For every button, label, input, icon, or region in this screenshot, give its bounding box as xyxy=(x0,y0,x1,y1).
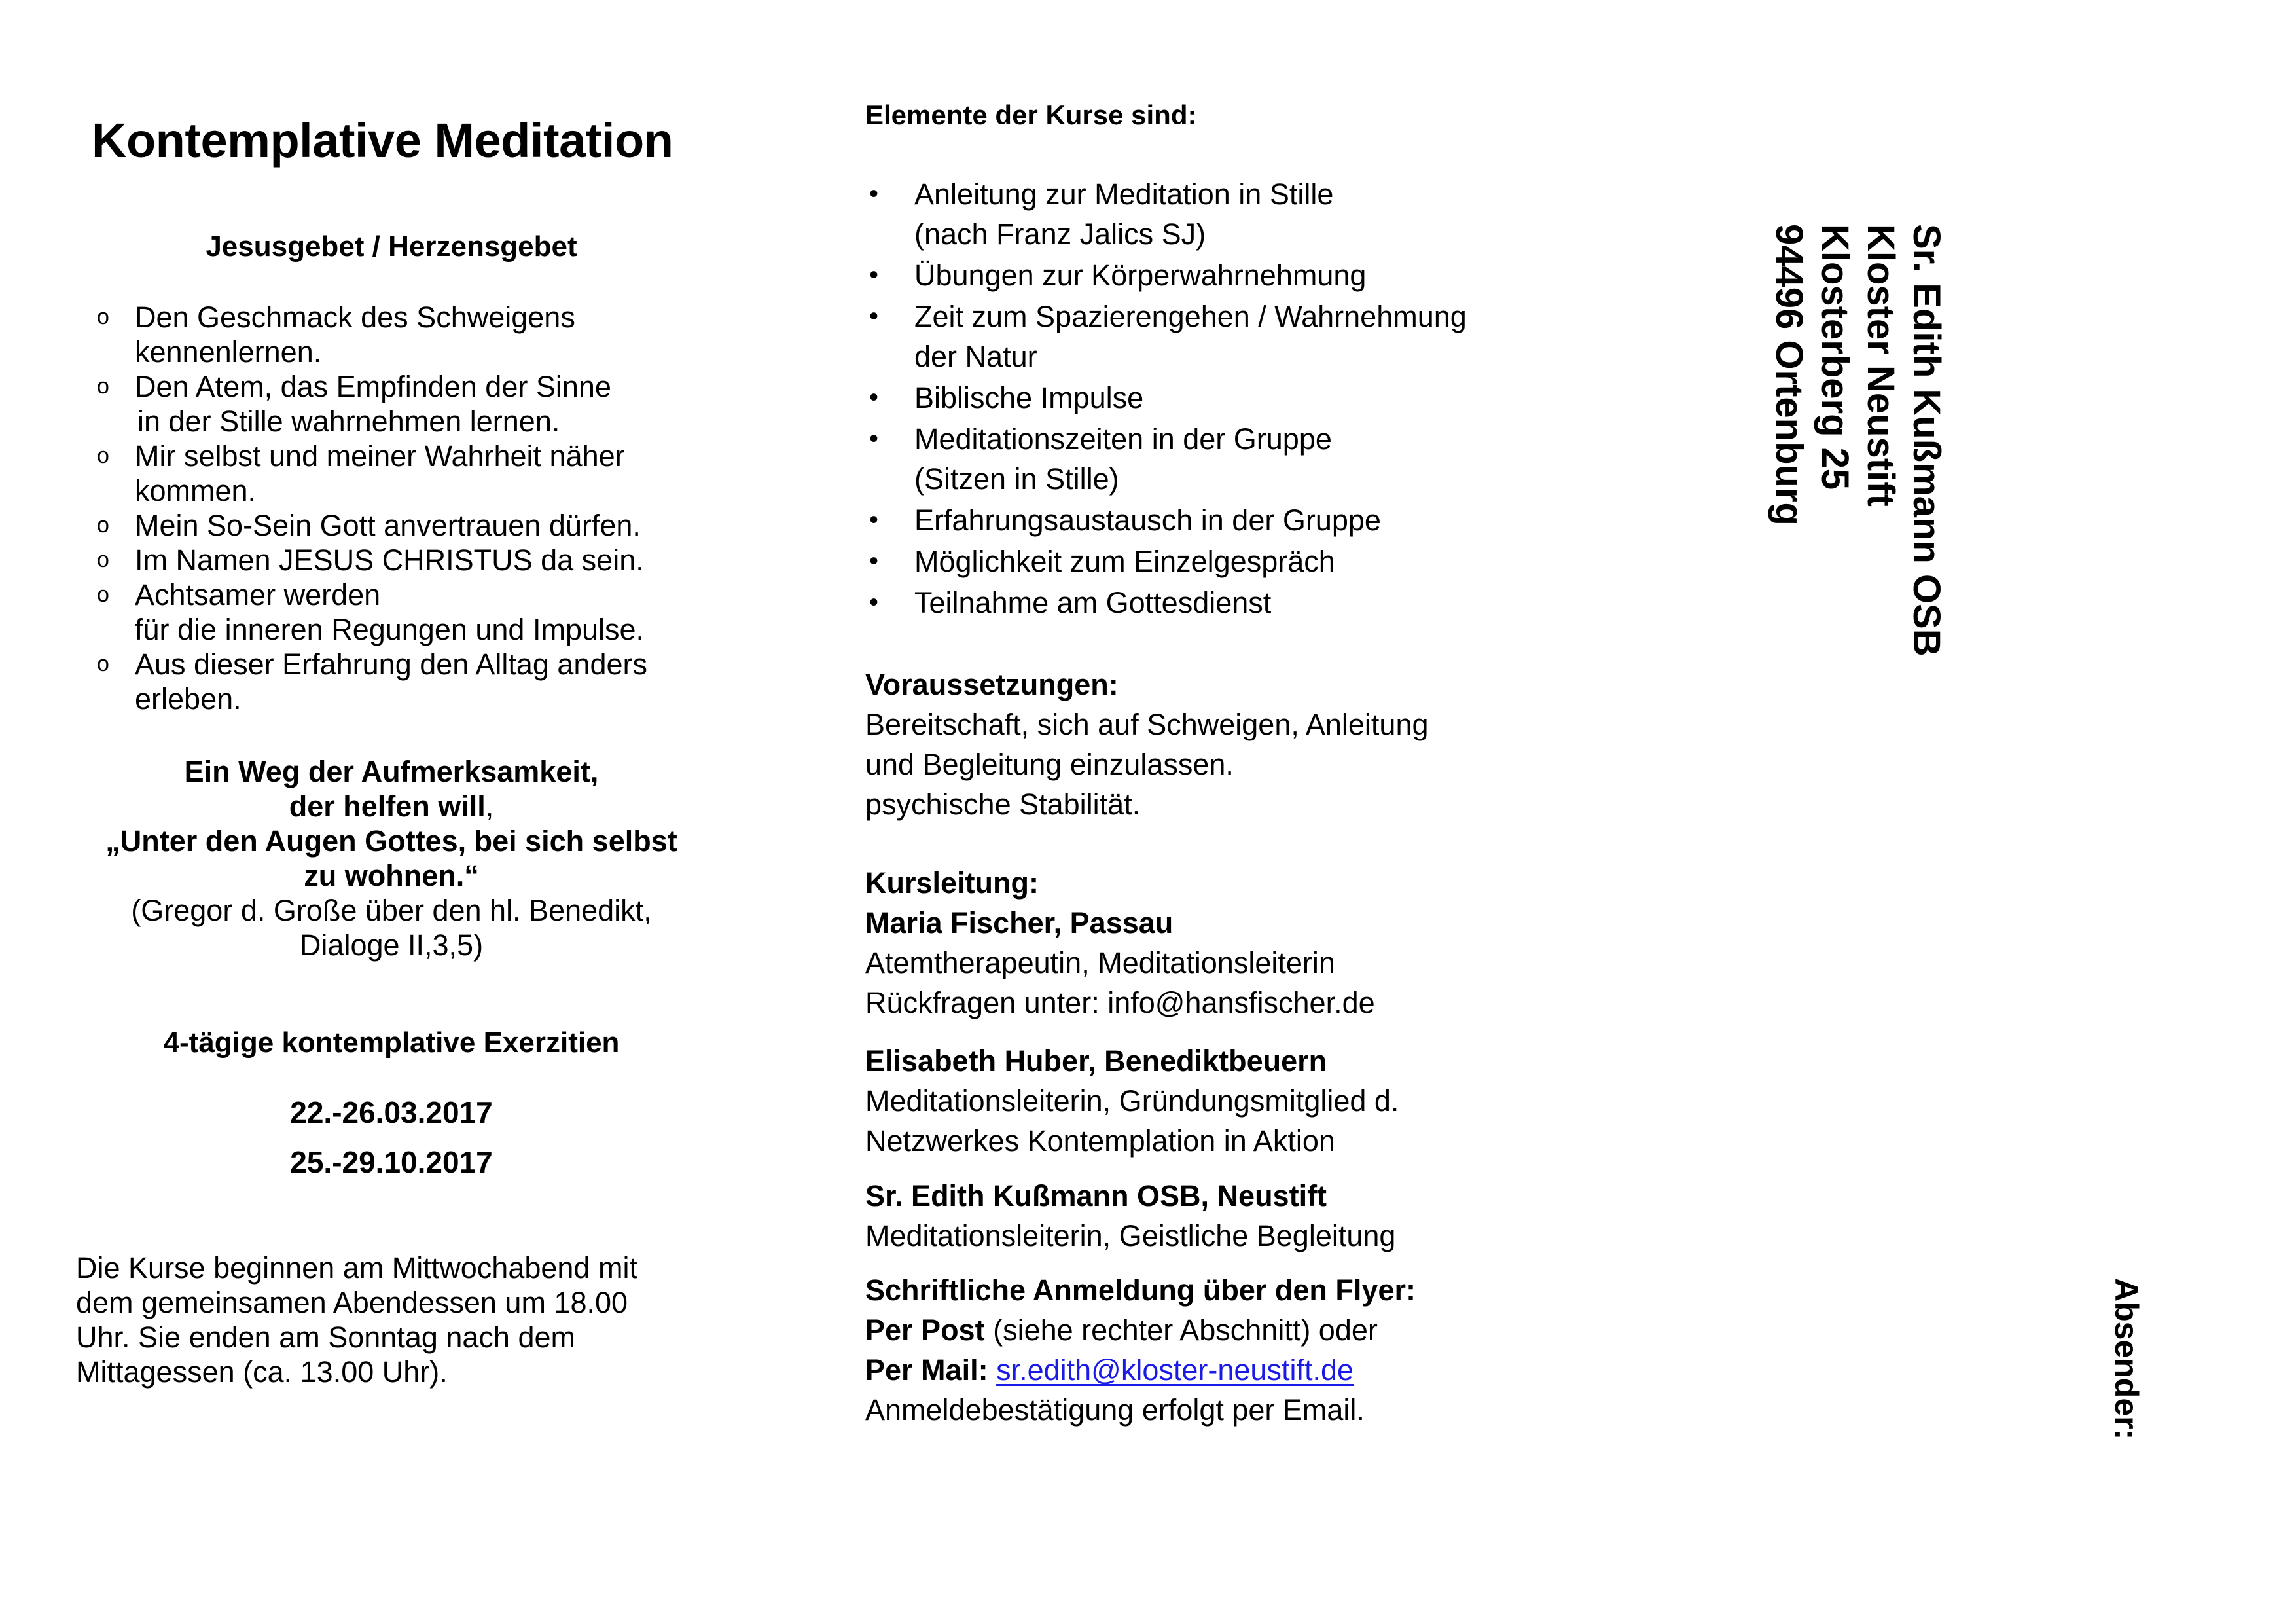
list-item-text: erleben. xyxy=(135,682,242,716)
quote-line: „Unter den Augen Gottes, bei sich selbst xyxy=(105,824,677,858)
circle-bullet-icon: o xyxy=(97,304,109,329)
quote-line xyxy=(77,789,706,824)
post-text: (siehe rechter Abschnitt) oder xyxy=(984,1313,1378,1347)
list-item-text: für die inneren Regungen und Impulse. xyxy=(135,613,645,646)
recipient-address xyxy=(1759,224,1949,682)
circle-bullet-icon: o xyxy=(97,582,109,607)
requirements-heading: Voraussetzungen: xyxy=(865,668,1119,701)
registration-mail xyxy=(865,1350,1533,1390)
address-text xyxy=(1766,224,1949,657)
leader-role: Meditationsleiterin, Gründungsmitglied d. xyxy=(865,1084,1399,1118)
post-label: Per Post xyxy=(865,1313,985,1347)
list-item xyxy=(97,508,712,543)
list-item-text: kennenlernen. xyxy=(135,335,322,369)
requirements-line: Bereitschaft, sich auf Schweigen, Anleitung xyxy=(865,708,1429,741)
dot-bullet-icon: • xyxy=(869,179,879,208)
list-item-text: Aus dieser Erfahrung den Alltag anders xyxy=(135,647,647,681)
list-item xyxy=(97,647,712,716)
quote-text: der helfen will xyxy=(289,790,486,823)
list-item-text: Mein So-Sein Gott anvertrauen dürfen. xyxy=(135,509,641,542)
dot-bullet-icon: • xyxy=(869,588,879,617)
leader-role: Meditationsleiterin, Geistliche Begleitung xyxy=(865,1219,1396,1252)
list-item-text: Anleitung zur Meditation in Stille xyxy=(914,177,1334,211)
info-line: dem gemeinsamen Abendessen um 18.00 xyxy=(76,1286,628,1319)
list-item-text: (nach Franz Jalics SJ) xyxy=(914,217,1206,251)
list-item-text: Den Atem, das Empfinden der Sinne xyxy=(135,370,611,403)
list-item xyxy=(97,543,712,577)
list-item-text: Zeit zum Spazierengehen / Wahrnehmung xyxy=(914,300,1467,333)
course-times-info xyxy=(76,1250,704,1389)
mail-label: Per Mail: xyxy=(865,1353,988,1387)
list-item xyxy=(97,439,712,508)
leader-name: Maria Fischer, Passau xyxy=(865,906,1174,939)
list-item xyxy=(97,577,712,647)
list-item-text: Meditationszeiten in der Gruppe xyxy=(914,422,1332,456)
list-item-text: Teilnahme am Gottesdienst xyxy=(914,586,1272,619)
info-line: Uhr. Sie enden am Sonntag nach dem xyxy=(76,1321,576,1354)
subtitle: Jesusgebet / Herzensgebet xyxy=(206,230,577,263)
registration-section xyxy=(865,1270,1533,1430)
quote-line: zu wohnen.“ xyxy=(304,859,479,892)
list-item-text: Erfahrungsaustausch in der Gruppe xyxy=(914,503,1381,537)
dot-bullet-icon: • xyxy=(869,505,879,534)
dot-bullet-icon: • xyxy=(869,547,879,575)
leaders-section xyxy=(865,863,1533,1023)
quote-comma: , xyxy=(485,790,494,823)
course-date: 22.-26.03.2017 xyxy=(290,1095,493,1129)
list-item-text: Biblische Impulse xyxy=(914,381,1144,414)
list-item xyxy=(865,419,1533,499)
leader-contact: Rückfragen unter: info@hansfischer.de xyxy=(865,986,1375,1019)
list-item xyxy=(97,369,712,439)
leader-name: Elisabeth Huber, Benediktbeuern xyxy=(865,1044,1327,1078)
list-item-text: kommen. xyxy=(135,474,257,507)
leader-name: Sr. Edith Kußmann OSB, Neustift xyxy=(865,1179,1327,1213)
circle-bullet-icon: o xyxy=(97,651,109,676)
address-line: Klosterberg 25 xyxy=(1814,224,1856,490)
course-type-heading: 4-tägige kontemplative Exerzitien xyxy=(163,1027,620,1059)
list-item-text: der Natur xyxy=(914,340,1037,373)
quote-line: Ein Weg der Aufmerksamkeit, xyxy=(184,755,599,788)
prayer-goals-list xyxy=(97,300,712,716)
leader-block xyxy=(865,1176,1533,1256)
list-item xyxy=(865,378,1533,418)
dot-bullet-icon: • xyxy=(869,302,879,331)
email-link[interactable]: sr.edith@kloster-neustift.de xyxy=(996,1353,1354,1387)
leader-role: Netzwerkes Kontemplation in Aktion xyxy=(865,1124,1335,1158)
list-item-text: Übungen zur Körperwahrnehmung xyxy=(914,259,1367,292)
address-line: 94496 Ortenburg xyxy=(1768,224,1810,526)
dot-bullet-icon: • xyxy=(869,261,879,289)
course-date: 25.-29.10.2017 xyxy=(290,1145,493,1179)
circle-bullet-icon: o xyxy=(97,443,109,468)
requirements-section xyxy=(865,665,1533,824)
quote-source: Dialoge II,3,5) xyxy=(299,928,484,962)
list-item-text: Möglichkeit zum Einzelgespräch xyxy=(914,545,1335,578)
circle-bullet-icon: o xyxy=(97,547,109,572)
requirements-line: und Begleitung einzulassen. xyxy=(865,748,1234,781)
leader-role: Atemtherapeutin, Meditationsleiterin xyxy=(865,946,1335,979)
list-item xyxy=(865,297,1533,376)
benedict-quote xyxy=(77,754,706,962)
registration-confirmation: Anmeldebestätigung erfolgt per Email. xyxy=(865,1393,1365,1427)
course-elements-heading: Elemente der Kurse sind: xyxy=(865,100,1197,130)
address-line: Kloster Neustift xyxy=(1859,224,1902,507)
registration-heading: Schriftliche Anmeldung über den Flyer: xyxy=(865,1273,1416,1307)
list-item-text: Achtsamer werden xyxy=(135,578,381,611)
dot-bullet-icon: • xyxy=(869,383,879,412)
list-item-text: in der Stille wahrnehmen lernen. xyxy=(137,405,560,438)
list-item-text: Im Namen JESUS CHRISTUS da sein. xyxy=(135,543,644,577)
page-title: Kontemplative Meditation xyxy=(92,113,673,168)
registration-post xyxy=(865,1310,1533,1350)
address-line: Sr. Edith Kußmann OSB xyxy=(1905,224,1948,657)
list-item xyxy=(865,174,1533,254)
info-line: Die Kurse beginnen am Mittwochabend mit xyxy=(76,1251,637,1285)
list-item xyxy=(97,300,712,369)
list-item xyxy=(865,500,1533,540)
list-item-text: (Sitzen in Stille) xyxy=(914,462,1119,496)
list-item-text: Mir selbst und meiner Wahrheit näher xyxy=(135,439,625,473)
list-item xyxy=(865,583,1533,623)
dot-bullet-icon: • xyxy=(869,424,879,453)
list-item xyxy=(865,255,1533,295)
list-item xyxy=(865,541,1533,581)
course-elements-list xyxy=(865,174,1533,624)
requirements-line: psychische Stabilität. xyxy=(865,788,1141,821)
info-line: Mittagessen (ca. 13.00 Uhr). xyxy=(76,1355,448,1389)
leader-block xyxy=(865,1041,1533,1161)
circle-bullet-icon: o xyxy=(97,374,109,399)
list-item-text: Den Geschmack des Schweigens xyxy=(135,301,575,334)
leaders-heading: Kursleitung: xyxy=(865,866,1039,900)
circle-bullet-icon: o xyxy=(97,513,109,538)
sender-label: Absender: xyxy=(2108,1278,2145,1440)
quote-source: (Gregor d. Große über den hl. Benedikt, xyxy=(131,894,652,927)
